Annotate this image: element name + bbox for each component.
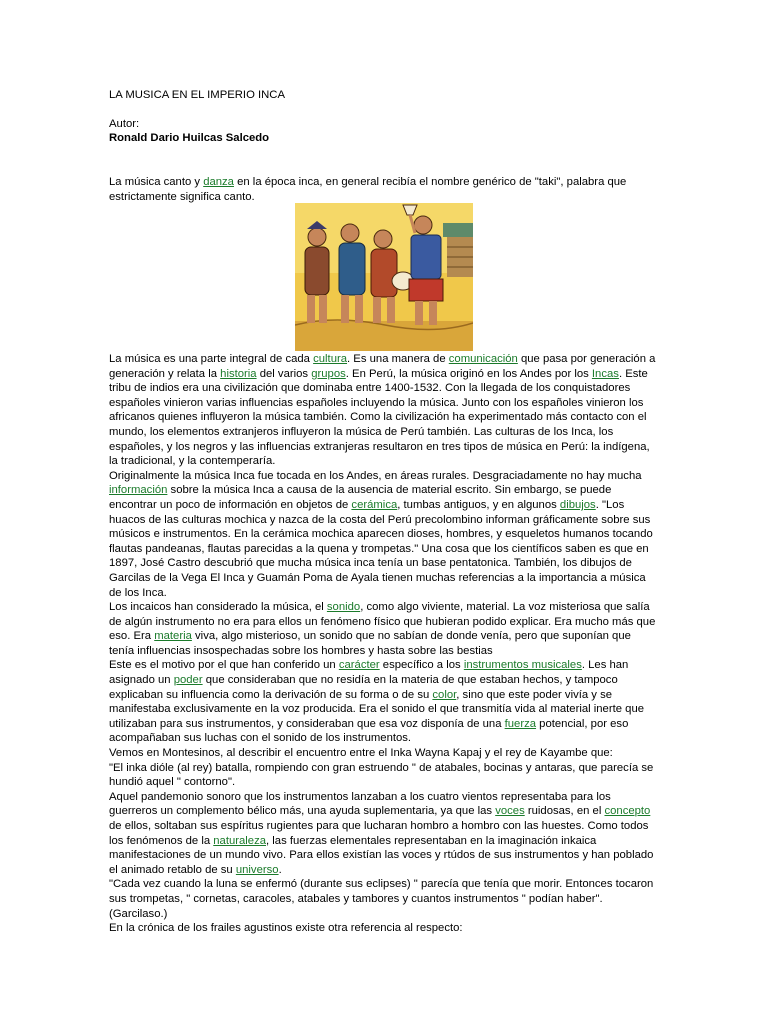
paragraph [109,790,659,878]
text: Aquel pandemonio sonoro que los instrumentos lanzaban a los cuatro vientos representaba para los guerreros un complemento bélico más, una ayuda suplementaria, ya que las [109,790,611,818]
link-naturaleza[interactable]: naturaleza [213,834,267,847]
text: del varios [256,367,312,380]
link-incas[interactable]: Incas [591,367,619,380]
text: específico a los [379,659,464,672]
paragraph [109,600,659,658]
text: , como algo viviente, material. La voz misteriosa que salía de algún instrumento no era para ellos un fenómeno físico que hubieran podido explicar. Era mucho más que eso. Era [109,601,656,643]
author-label: Autor: [109,118,140,130]
link-grupos[interactable]: grupos [311,367,346,380]
text: ruidosas, en el [524,805,605,818]
text: que consideraban que no residía en la materia de que estaban hechos, y tampoco explicaban su influencia como la derivación de su forma o de su [109,674,618,701]
link-universo[interactable]: universo [235,863,279,876]
text: que pasa por generación a generación y relata la [109,353,656,380]
link-dibujos[interactable]: dibujos [559,498,596,511]
paragraph [109,352,659,469]
link-color[interactable]: color [432,688,457,701]
text: . En Perú, la música originó en los Andes por los [345,367,592,380]
link-danza[interactable]: danza [203,176,234,188]
text: La música es una parte integral de cada [109,353,314,365]
link-voces[interactable]: voces [495,805,525,818]
quote: "Cada vez cuando la luna se enfermó (durante sus eclipses) " parecía que tenía que morir. Entonces tocaron sus trompetas, " cornetas, caracoles, atabales y tambores y cuantos instrumentos " podían haber". (Garcilaso.) [109,878,654,920]
link-historia[interactable]: historia [220,367,257,380]
link-caracter[interactable]: carácter [338,659,380,672]
link-instrumentos-musicales[interactable]: instrumentos musicales [463,659,582,672]
paragraph [109,469,659,600]
text: . "Los huacos de las culturas mochica y nazca de la costa del Perú precolombino informan gráficamente sobre sus músicos e instrumentos. En la cerámica mochica aparecen dioses, hombres, y esqueletos humanos tocando flautas pandeanas, flautas parecidas a la quena y trompetas." Una cosa que los científicos saben es que en 1897, José Castro descubrió que mucha música inca tenía un base pentatonica. También, los dibujos de Garcilas de la Vega El Inca y Guamán Poma de Ayala tienen muchas referencias a la importancia a música de los Inca. [109,498,653,599]
text: Originalmente la música Inca fue tocada en los Andes, en áreas rurales. Desgraciadamente no hay mucha [109,469,642,482]
text: Los incaicos han considerado la música, el [109,601,327,614]
text: . Es una manera de [347,353,449,365]
paragraph: Vemos en Montesinos, al describir el encuentro entre el Inka Wayna Kapaj y el rey de Kayambe que: [109,747,613,760]
text: . Les han asignado un [109,659,629,687]
text: de ellos, soltaban sus espíritus rugientes para que lucharan hombro a hombro con las huestes. Como todos los fenómenos de la [109,820,649,847]
paragraph [109,658,659,746]
link-materia[interactable]: materia [154,630,192,643]
document-title: LA MUSICA EN EL IMPERIO INCA [109,89,285,101]
link-cultura[interactable]: cultura [313,353,348,365]
text: . Este tribu de indios era una civilización que dominaba entre 1400-1532. Con la llegada de los conquistadores españoles vinieron varias influencias españoles incluyendo la música. Junto con los españoles vinieron los africanos quienes influyeron la música también. Como la civilización ha experimentado más contacto con el mundo, los elementos extranjeros influyeron la música de Perú también. Las culturas de los Inca, los españoles, y los negros y las influencias extranjeras resultaron en tres tipos de música en Perú: la indígena, la tradicional, y la contemperaría. [109,367,650,468]
text: . [278,863,282,876]
link-poder[interactable]: poder [173,674,203,687]
quote: "El inka dióle (al rey) batalla, rompiendo con gran estruendo " de atabales, bocinas y antaras, que parecía se hundió aquel " contorno". [109,761,654,789]
text: , tumbas antiguos, y en algunos [397,498,560,511]
text: viva, algo misterioso, un sonido que no sabían de donde venía, pero que suponían que tenía influencias insospechadas sobre los hombres y hasta sobre las bestias [109,630,631,657]
text: potencial, por eso acompañaban sus luchas con el sonido de los instrumentos. [109,717,629,745]
author-name: Ronald Dario Huilcas Salcedo [109,132,270,144]
text: Este es el motivo por el que han conferido un [109,659,339,672]
link-ceramica[interactable]: cerámica [351,498,398,511]
text: , las fuerzas elementales representaban en la imaginación inkaica manifestaciones de un mundo vivo. Para ellos existían las voces y rtúdos de sus instrumentos y han poblado el animado retablo de su [109,834,654,876]
link-comunicacion[interactable]: comunicación [448,353,518,365]
paragraph: En la crónica de los frailes agustinos existe otra referencia al respecto: [109,922,463,935]
text: en la época inca, en general recibía el nombre genérico de "taki", palabra que estrictamente significa canto. [109,176,627,203]
link-sonido[interactable]: sonido [326,601,361,614]
link-concepto[interactable]: concepto [604,805,651,818]
article-body [109,352,659,936]
inca-musicians-illustration [295,203,473,351]
link-informacion[interactable]: información [109,484,168,497]
intro-paragraph [109,175,659,204]
text: sobre la música Inca a causa de la ausencia de material escrito. Sin embargo, se puede encontrar un poco de información en objetos de [109,484,612,511]
text: , sino que este poder vivía y se manifestaba exclusivamente en la voz producida. Era el sonido el que transmitía vida al material inerte que utilizaban para sus instrumentos, y consideraban que esa voz disponía de una [109,688,645,730]
link-fuerza[interactable]: fuerza [504,717,537,730]
text: La música canto y [109,176,204,188]
